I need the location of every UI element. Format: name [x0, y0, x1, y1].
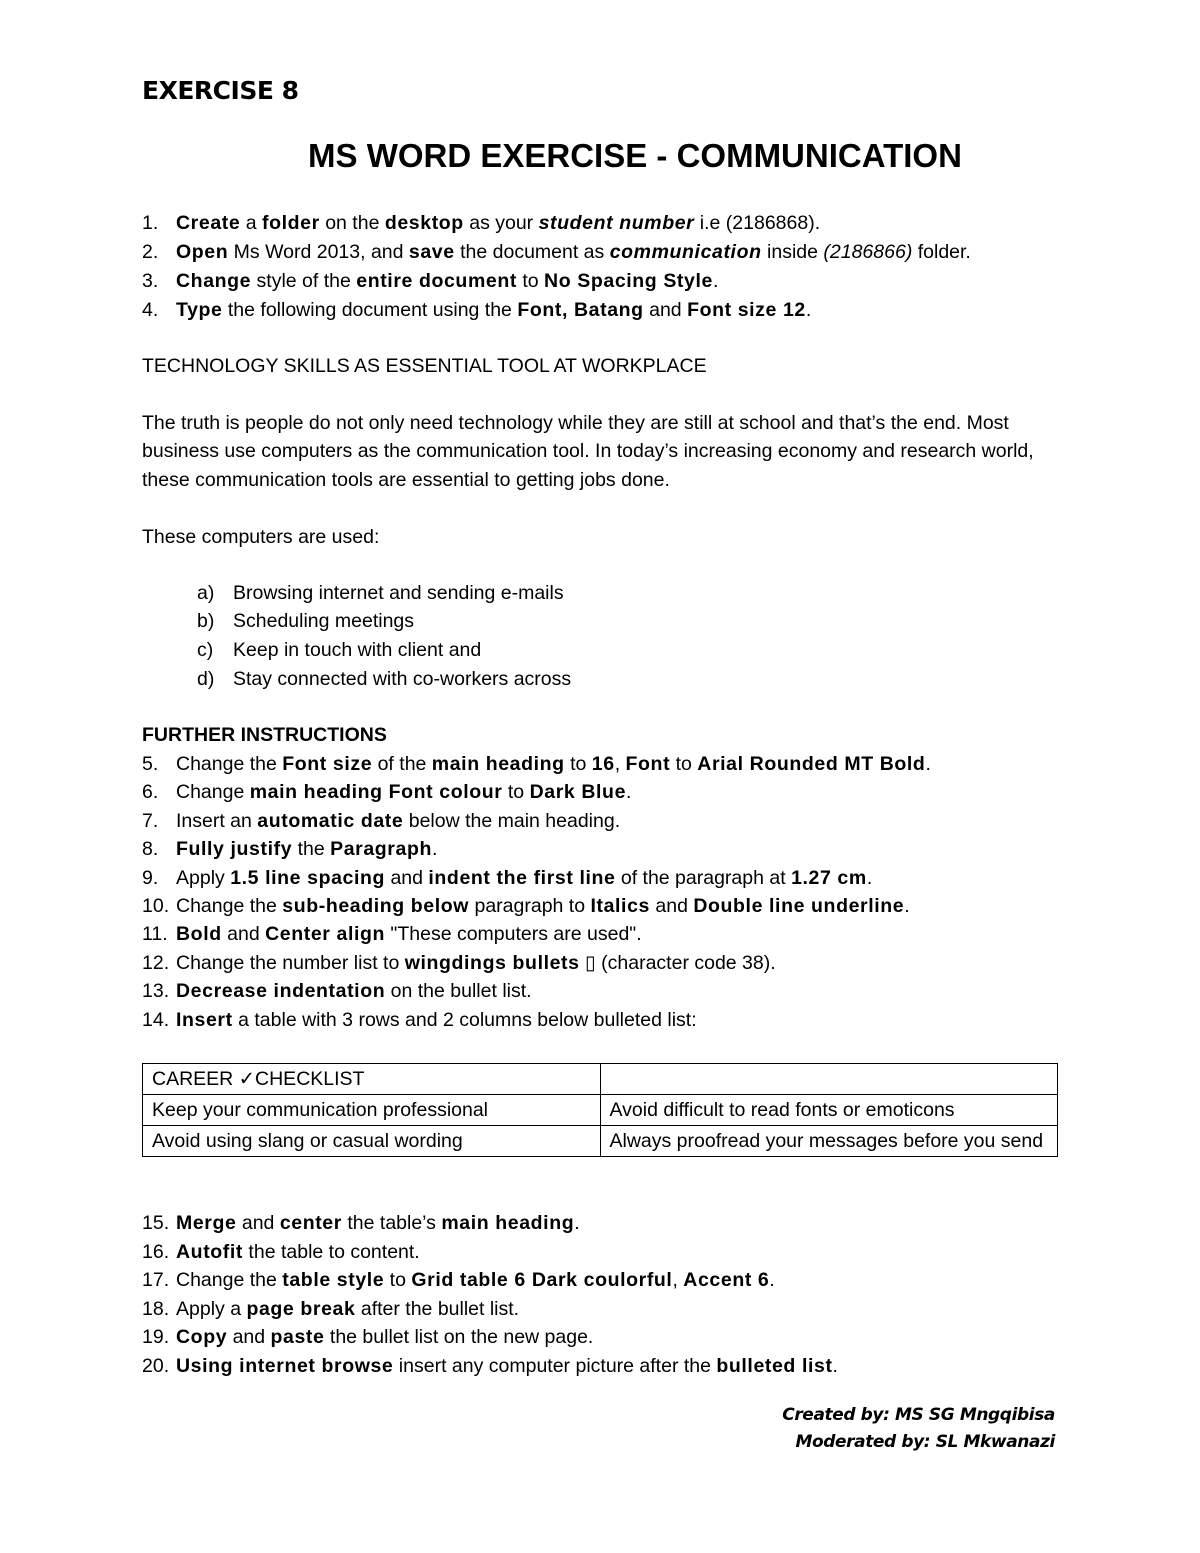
paragraph-line: The truth is people do not only need technology while they are still at school and that’s the end. Most — [142, 412, 1009, 434]
step-text: sub-heading below — [282, 895, 470, 917]
step-number: 6. — [142, 781, 159, 804]
step-text: , — [672, 1269, 684, 1292]
step-text: wingdings bullets — [404, 951, 580, 974]
instruction-step — [142, 807, 620, 835]
page-title: MS WORD EXERCISE - COMMUNICATION — [308, 137, 962, 174]
step-number: 4. — [142, 299, 159, 321]
instruction-step — [142, 267, 718, 295]
step-text: . — [925, 753, 931, 775]
paragraph-line: these communication tools are essential to getting jobs done. — [142, 469, 670, 491]
table-row — [143, 1095, 1058, 1126]
list-text: Stay connected with co-workers across — [233, 668, 572, 690]
step-text: center — [279, 1212, 342, 1234]
step-text: a table with 3 rows and 2 columns below bulleted list: — [232, 1008, 697, 1031]
table-cell: Keep your communication professional — [143, 1095, 601, 1126]
step-text: after the bullet list. — [355, 1297, 520, 1320]
step-text: the — [292, 838, 331, 861]
step-text: and — [649, 895, 694, 917]
step-text: to — [516, 270, 545, 292]
step-text: 16 — [591, 753, 615, 775]
step-number: 11. — [142, 923, 168, 946]
step-number: 3. — [142, 270, 159, 292]
table-cell: Avoid difficult to read fonts or emoticons — [600, 1095, 1058, 1126]
step-text: paragraph to — [469, 895, 591, 917]
table-row — [143, 1126, 1058, 1157]
table-cell: Avoid using slang or casual wording — [143, 1126, 601, 1157]
step-number: 13. — [142, 980, 170, 1003]
step-text: Double line underline — [693, 895, 905, 917]
step-text: and — [227, 1326, 271, 1349]
step-text: Font — [625, 753, 671, 775]
step-text: . — [904, 895, 910, 917]
list-label: c) — [197, 639, 214, 661]
step-text: inside — [761, 241, 824, 263]
step-text: the table to content. — [243, 1240, 420, 1263]
step-text: Using internet browse — [176, 1355, 394, 1377]
step-text: of the paragraph at — [615, 866, 792, 889]
step-text: and — [221, 923, 266, 946]
step-text: a — [240, 212, 262, 234]
step-text: to — [670, 753, 698, 775]
step-text: Dark Blue — [529, 781, 627, 804]
step-text: Merge — [176, 1212, 237, 1234]
created-by: Created by: MS SG Mngqibisa — [782, 1405, 1055, 1425]
step-text: entire document — [356, 270, 517, 292]
instruction-step — [142, 977, 532, 1005]
step-text: . — [866, 866, 873, 889]
list-label: a) — [197, 582, 215, 604]
step-text: Decrease indentation — [176, 980, 386, 1003]
step-text: on the bullet list. — [385, 980, 532, 1003]
step-number: 10. — [142, 895, 170, 917]
step-text: table style — [282, 1269, 385, 1292]
step-text: page break — [246, 1297, 356, 1320]
moderated-by: Moderated by: SL Mkwanazi — [795, 1432, 1055, 1452]
further-instructions-heading: FURTHER INSTRUCTIONS — [142, 724, 387, 746]
step-text: Create — [176, 212, 241, 234]
step-text: Insert an — [176, 809, 258, 832]
step-text: student number — [538, 212, 695, 234]
step-text: bulleted list — [716, 1355, 833, 1377]
step-text: the document as — [454, 241, 610, 263]
computers-used-text: These computers are used: — [142, 526, 380, 548]
step-text: Change the — [176, 895, 283, 917]
instruction-step — [142, 209, 820, 237]
step-text: folder — [262, 212, 320, 234]
instruction-step — [142, 1209, 580, 1237]
step-text: style of the — [251, 270, 357, 292]
step-text: main heading — [441, 1212, 575, 1234]
step-text: to — [564, 753, 592, 775]
step-text: . — [769, 1269, 775, 1292]
step-number: 18. — [142, 1297, 170, 1320]
step-text: Change the number list to — [176, 951, 405, 974]
step-text: Copy — [176, 1326, 228, 1349]
step-number: 16. — [142, 1240, 170, 1263]
table-row — [143, 1064, 1058, 1095]
step-number: 19. — [142, 1326, 170, 1349]
instruction-step — [142, 1266, 775, 1294]
step-text: . — [574, 1212, 580, 1234]
step-text: No Spacing Style — [544, 270, 713, 292]
step-text: Font size — [282, 753, 373, 775]
step-text: and — [236, 1212, 280, 1234]
list-item — [197, 579, 564, 607]
step-text: Center align — [265, 923, 385, 946]
list-text: Scheduling meetings — [233, 610, 415, 632]
step-text: Ms Word 2013, and — [228, 241, 409, 263]
step-text: the following document using the — [222, 299, 518, 321]
step-text: Autofit — [176, 1240, 244, 1263]
step-text: 1.5 line spacing — [230, 866, 386, 889]
step-number: 7. — [142, 809, 159, 832]
list-text: Keep in touch with client and — [233, 639, 482, 661]
step-text: . — [626, 781, 632, 804]
table-cell: CAREER ✓CHECKLIST — [143, 1064, 601, 1095]
step-text: the table’s — [341, 1212, 442, 1234]
step-number: 15. — [142, 1212, 170, 1234]
step-text: , — [614, 753, 626, 775]
career-checklist-table — [142, 1063, 1058, 1157]
step-text: Change the — [176, 1269, 283, 1292]
instruction-step — [142, 1352, 838, 1380]
step-text: to — [502, 781, 530, 804]
step-text: Type — [176, 299, 223, 321]
instruction-step — [142, 864, 872, 892]
step-text: Grid table 6 Dark coulorful — [411, 1269, 673, 1292]
instruction-step — [142, 1323, 593, 1351]
step-text: insert any computer picture after the — [393, 1355, 717, 1377]
step-text: Font, Batang — [517, 299, 644, 321]
step-text: Open — [176, 241, 229, 263]
step-text: communication — [609, 241, 762, 263]
step-text: and — [643, 299, 688, 321]
step-text: Accent 6 — [683, 1269, 770, 1292]
step-text: indent the first line — [428, 866, 616, 889]
step-text: 1.27 cm — [791, 866, 867, 889]
step-number: 1. — [142, 212, 159, 234]
step-number: 8. — [142, 838, 159, 861]
instruction-step — [142, 296, 811, 324]
paragraph-line: business use computers as the communication tool. In today’s increasing economy and research world, — [142, 440, 1034, 462]
step-text: desktop — [384, 212, 464, 234]
table-cell: Always proofread your messages before you send — [600, 1126, 1058, 1157]
list-item — [197, 607, 414, 635]
step-number: 17. — [142, 1269, 170, 1292]
step-text: of the — [372, 753, 432, 775]
step-text: automatic date — [257, 809, 404, 832]
exercise-label: EXERCISE 8 — [142, 76, 299, 105]
instruction-step — [142, 920, 642, 948]
step-text: Apply a — [176, 1297, 247, 1320]
table-cell — [600, 1064, 1058, 1095]
step-text: i.e (2186868). — [694, 212, 821, 234]
step-text: Italics — [590, 895, 650, 917]
step-number: 14. — [142, 1008, 170, 1031]
step-number: 20. — [142, 1355, 170, 1377]
instruction-step — [142, 1295, 519, 1323]
step-text: . — [832, 1355, 838, 1377]
step-text: . — [431, 838, 438, 861]
step-text: Apply — [176, 866, 231, 889]
step-text: Paragraph — [330, 838, 432, 861]
step-text: main heading — [431, 753, 565, 775]
instruction-step — [142, 835, 437, 863]
step-text: Arial Rounded MT Bold — [697, 753, 926, 775]
list-label: d) — [197, 668, 215, 690]
step-text: Font size 12 — [687, 299, 806, 321]
document-heading: TECHNOLOGY SKILLS AS ESSENTIAL TOOL AT WORKPLACE — [142, 355, 707, 377]
step-text: . — [805, 299, 812, 321]
step-text: main heading Font colour — [249, 781, 503, 804]
step-text: (2186866) — [823, 241, 913, 263]
step-text: and — [385, 866, 429, 889]
step-number: 12. — [142, 951, 170, 974]
step-text: Change — [176, 270, 252, 292]
step-text: ▯ (character code 38). — [579, 951, 776, 974]
instruction-step — [142, 750, 931, 778]
step-number: 2. — [142, 241, 159, 263]
list-text: Browsing internet and sending e-mails — [233, 582, 564, 604]
instruction-step — [142, 238, 971, 266]
step-number: 9. — [142, 866, 159, 889]
step-text: "These computers are used". — [385, 923, 642, 946]
instruction-step — [142, 892, 910, 920]
step-text: Change — [176, 781, 250, 804]
step-text: Fully justify — [176, 838, 293, 861]
step-text: to — [384, 1269, 412, 1292]
step-text: save — [408, 241, 455, 263]
step-text: on the — [319, 212, 385, 234]
step-text: below the main heading. — [403, 809, 621, 832]
instruction-step — [142, 949, 776, 977]
instruction-step — [142, 1006, 697, 1034]
step-text: Change the — [176, 753, 283, 775]
step-text: Insert — [176, 1008, 233, 1031]
step-number: 5. — [142, 753, 159, 775]
step-text: Bold — [176, 923, 222, 946]
list-label: b) — [197, 610, 215, 632]
step-text: folder. — [912, 241, 971, 263]
instruction-step — [142, 778, 631, 806]
step-text: as your — [463, 212, 539, 234]
list-item — [197, 665, 571, 693]
step-text: the bullet list on the new page. — [324, 1326, 594, 1349]
list-item — [197, 636, 481, 664]
step-text: paste — [270, 1326, 325, 1349]
instruction-step — [142, 1238, 420, 1266]
step-text: . — [712, 270, 719, 292]
